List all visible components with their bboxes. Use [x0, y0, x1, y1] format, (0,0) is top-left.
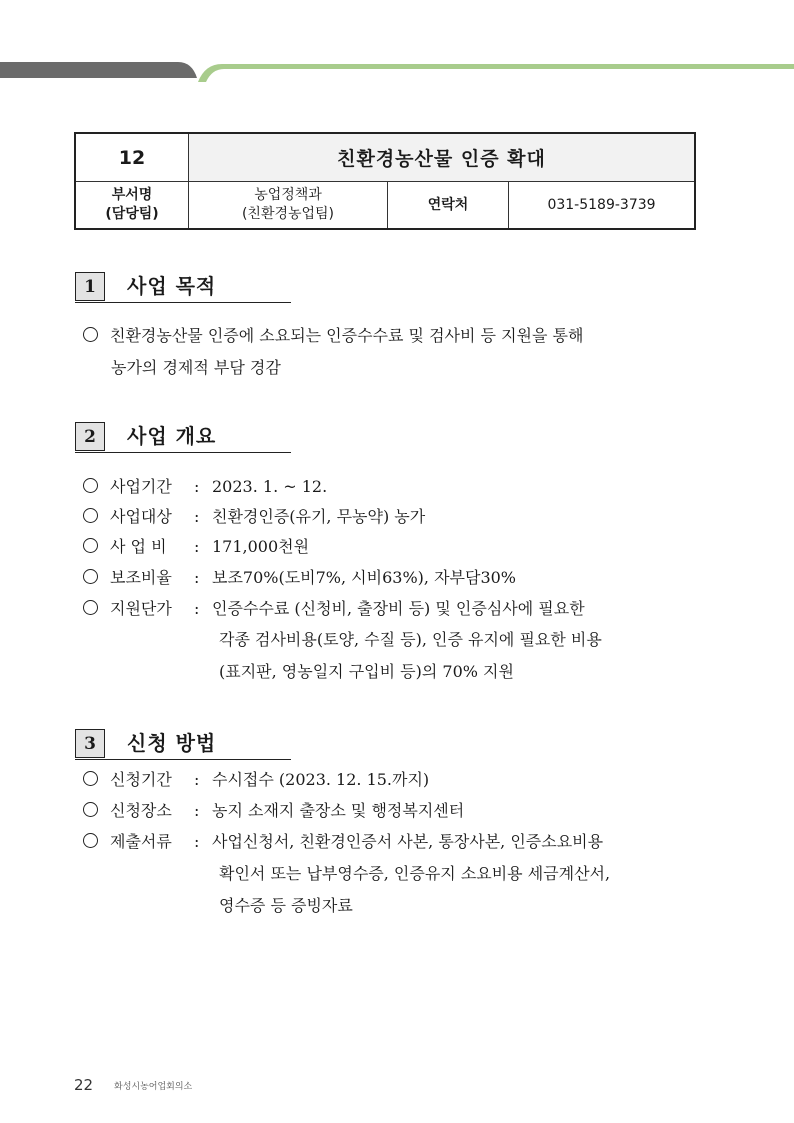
section-number: 2 [75, 422, 105, 451]
item-text-continued: (표지판, 영농일지 구입비 등)의 70% 지원 [219, 662, 514, 681]
circle-bullet-icon [83, 327, 98, 342]
header-decoration [0, 56, 794, 86]
section-number: 3 [75, 729, 105, 758]
item-text: 171,000천원 [212, 537, 310, 556]
list-item [83, 326, 583, 346]
contact-value: 031-5189-3739 [509, 182, 696, 230]
item-label: 신청장소 [110, 801, 172, 820]
list-item: 제출서류 : 사업신청서, 친환경인증서 사본, 통장사본, 인증소요비용 [83, 832, 603, 852]
item-text: 인증수수료 (신청비, 출장비 등) 및 인증심사에 필요한 [212, 599, 585, 618]
header-gray-band [0, 62, 197, 78]
contact-label: 연락처 [388, 182, 509, 230]
circle-bullet-icon [83, 478, 98, 493]
circle-bullet-icon [83, 569, 98, 584]
dept-value [189, 182, 388, 230]
project-info-table [74, 132, 696, 230]
dept-label-line2: (담당팀) [105, 206, 159, 222]
item-text-continued: 각종 검사비용(토양, 수질 등), 인증 유지에 필요한 비용 [219, 630, 602, 649]
item-label: 사업기간 [110, 477, 172, 496]
item-label: 지원단가 [110, 599, 172, 618]
circle-bullet-icon [83, 600, 98, 615]
item-text: 사업신청서, 친환경인증서 사본, 통장사본, 인증소요비용 [212, 832, 604, 851]
dept-label [75, 182, 189, 230]
circle-bullet-icon [83, 771, 98, 786]
project-title: 친환경농산물 인증 확대 [189, 133, 696, 182]
header-green-band [198, 64, 794, 82]
item-label: 보조비율 [110, 568, 172, 587]
section-1-header [75, 272, 291, 303]
item-text-continued: 확인서 또는 납부영수증, 인증유지 소요비용 세금계산서, [219, 864, 611, 883]
footer-org-name: 화성시농어업회의소 [114, 1082, 193, 1092]
item-label: 사 업 비 [110, 537, 167, 556]
item-label: 사업대상 [110, 507, 172, 526]
item-text-continued: 영수증 등 증빙자료 [219, 896, 353, 915]
dept-value-line1: 농업정책과 [254, 187, 322, 203]
section-title: 사업 목적 [127, 274, 217, 298]
item-text: 농지 소재지 출장소 및 행정복지센터 [212, 801, 465, 820]
circle-bullet-icon [83, 508, 98, 523]
circle-bullet-icon [83, 833, 98, 848]
item-text: 수시접수 (2023. 12. 15.까지) [212, 770, 430, 789]
dept-label-line1: 부서명 [111, 187, 153, 203]
section-title: 신청 방법 [127, 731, 217, 755]
item-text: 친환경농산물 인증에 소요되는 인증수수료 및 검사비 등 지원을 통해 [110, 326, 584, 345]
section-3-header [75, 729, 291, 760]
list-item: 지원단가 : 인증수수료 (신청비, 출장비 등) 및 인증심사에 필요한 [83, 599, 585, 619]
circle-bullet-icon [83, 802, 98, 817]
list-item: 신청장소 : 농지 소재지 출장소 및 행정복지센터 [83, 801, 464, 821]
list-item: 보조비율 : 보조70%(도비7%, 시비63%), 자부담30% [83, 568, 516, 588]
list-item: 사업기간 : 2023. 1. ~ 12. [83, 477, 327, 497]
item-text-continued: 농가의 경제적 부담 경감 [111, 358, 281, 377]
section-title: 사업 개요 [127, 424, 217, 448]
list-item: 신청기간 : 수시접수 (2023. 12. 15.까지) [83, 770, 429, 790]
project-number: 12 [75, 133, 189, 182]
item-label: 신청기간 [110, 770, 172, 789]
item-label: 제출서류 [110, 832, 172, 851]
page-number: 22 [74, 1076, 94, 1094]
item-text: 2023. 1. ~ 12. [212, 477, 328, 496]
item-text: 친환경인증(유기, 무농약) 농가 [212, 507, 426, 526]
list-item: 사 업 비 : 171,000천원 [83, 537, 309, 557]
section-number: 1 [75, 272, 105, 301]
circle-bullet-icon [83, 538, 98, 553]
dept-value-line2: (친환경농업팀) [241, 206, 335, 222]
section-2-header [75, 422, 291, 453]
item-text: 보조70%(도비7%, 시비63%), 자부담30% [212, 568, 517, 587]
list-item: 사업대상 : 친환경인증(유기, 무농약) 농가 [83, 507, 425, 527]
